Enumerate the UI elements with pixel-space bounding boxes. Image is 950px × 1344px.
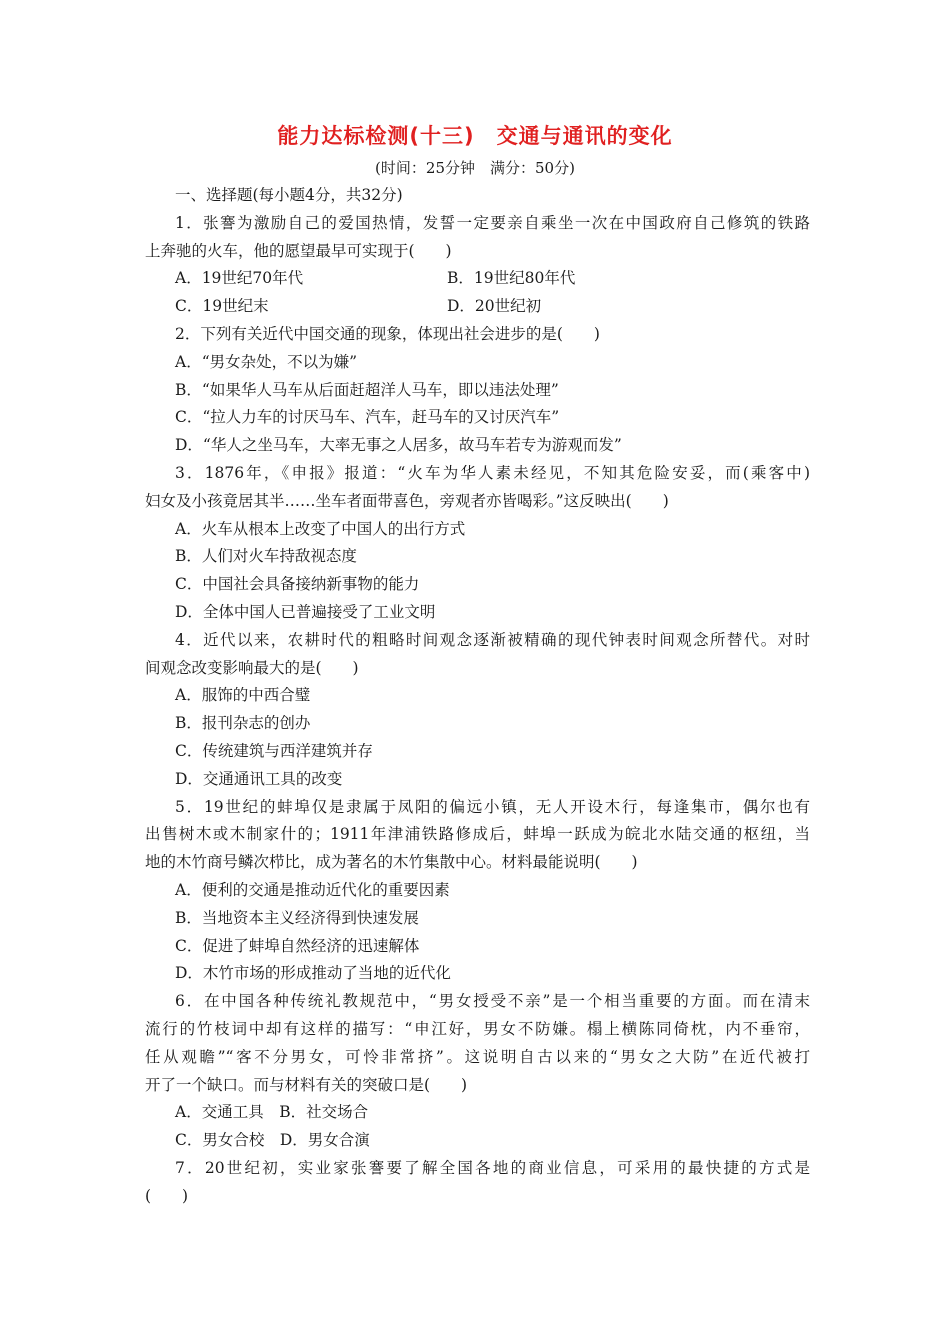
question-4-stem-cont: 间观念改变影响最大的是( ) [145, 658, 359, 677]
option-a: A．19世纪70年代 [175, 269, 304, 288]
question-6-stem-cont: 开了一个缺口。而与材料有关的突破口是( ) [145, 1075, 468, 1094]
question-2-stem: 2．下列有关近代中国交通的现象，体现出社会进步的是( ) [175, 324, 600, 343]
question-1-options-ab [145, 265, 810, 293]
question-list [145, 182, 810, 1210]
question-3-stem: 3．1876年，《申报》报道：“火车为华人素未经见，不知其危险安妥，而(乘客中) [175, 463, 810, 482]
option-a: A．“男女杂处，不以为嫌” [175, 352, 358, 371]
question-7-stem: 7．20世纪初，实业家张謇要了解全国各地的商业信息，可采用的最快捷的方式是 [175, 1158, 810, 1177]
question-3-stem-cont: 妇女及小孩竟居其半……坐车者面带喜色，旁观者亦皆喝彩。”这反映出( ) [145, 491, 669, 510]
question-1-stem: 1．张謇为激励自己的爱国热情，发誓一定要亲自乘坐一次在中国政府自己修筑的铁路 [175, 213, 810, 232]
option-c: C．中国社会具备接纳新事物的能力 [175, 575, 420, 594]
question-7-stem-cont: ( ) [145, 1186, 189, 1205]
option-b: B．“如果华人马车从后面赶超洋人马车，即以违法处理” [175, 380, 559, 399]
question-5-stem: 5．19世纪的蚌埠仅是隶属于凤阳的偏远小镇，无人开设木行，每逢集市，偶尔也有 [175, 797, 810, 816]
exam-time-score: (时间：25分钟 满分：50分) [375, 159, 575, 177]
question-5-stem-cont: 出售树木或木制家什的；1911年津浦铁路修成后，蚌埠一跃成为皖北水陆交通的枢纽，当 [145, 825, 810, 844]
option-a: A．服饰的中西合璧 [175, 686, 311, 705]
question-6-stem-cont: 任从观瞻”“客不分男女，可怜非常挤”。这说明自古以来的“男女之大防”在近代被打 [145, 1047, 810, 1066]
option-b: B．19世纪80年代 [447, 269, 576, 288]
options-cd: C．男女合校 D．男女合演 [175, 1131, 370, 1150]
option-a: A．便利的交通是推动近代化的重要因素 [175, 880, 450, 899]
option-c: C．“拉人力车的讨厌马车、汽车，赶马车的又讨厌汽车” [175, 408, 560, 427]
option-c: C．传统建筑与西洋建筑并存 [175, 741, 373, 760]
question-6-stem-cont: 流行的竹枝词中却有这样的描写：“申江好，男女不防嫌。榻上横陈同倚枕，内不垂帘， [145, 1019, 810, 1038]
question-5-stem-cont: 地的木竹商号鳞次栉比，成为著名的木竹集散中心。材料最能说明( ) [145, 853, 638, 872]
option-d: D．木竹市场的形成推动了当地的近代化 [175, 964, 451, 983]
page-title: 能力达标检测(十三) 交通与通讯的变化 [277, 124, 673, 148]
option-b: B．报刊杂志的创办 [175, 714, 311, 733]
option-c: C．促进了蚌埠自然经济的迅速解体 [175, 936, 420, 955]
option-b: B．当地资本主义经济得到快速发展 [175, 908, 419, 927]
option-d: D．全体中国人已普遍接受了工业文明 [175, 602, 436, 621]
options-ab: A．交通工具 B．社交场合 [175, 1103, 369, 1122]
option-d: D．“华人之坐马车，大率无事之人居多，故马车若专为游观而发” [175, 436, 622, 455]
section-heading: 一、选择题(每小题4分，共32分) [175, 186, 403, 204]
option-d: D．交通通讯工具的改变 [175, 769, 343, 788]
question-6-stem: 6．在中国各种传统礼教规范中，“男女授受不亲”是一个相当重要的方面。而在清末 [175, 992, 810, 1011]
option-a: A．火车从根本上改变了中国人的出行方式 [175, 519, 466, 538]
question-1-stem-cont: 上奔驰的火车，他的愿望最早可实现于( ) [145, 241, 452, 260]
option-c: C．19世纪末 [175, 297, 269, 316]
question-4-stem: 4．近代以来，农耕时代的粗略时间观念逐渐被精确的现代钟表时间观念所替代。对时 [175, 630, 810, 649]
option-d: D．20世纪初 [447, 297, 542, 316]
option-b: B．人们对火车持敌视态度 [175, 547, 357, 566]
question-1-options-cd [145, 293, 810, 321]
